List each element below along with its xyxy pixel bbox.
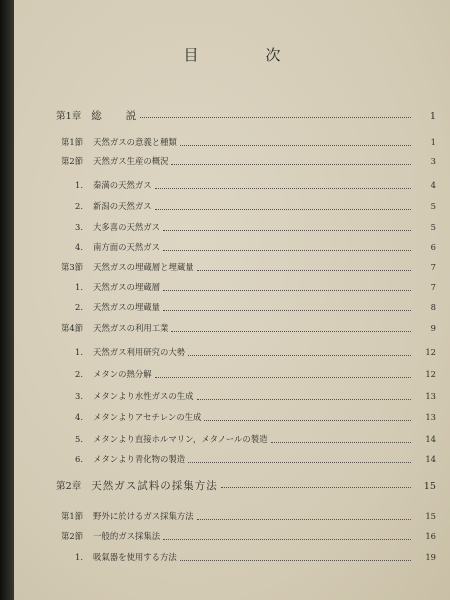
toc-number: 第1節 (61, 511, 84, 521)
toc-number: 第3節 (61, 262, 84, 272)
toc-title: メタンよりアセチレンの生成 (93, 412, 202, 422)
toc-leader-dots (155, 187, 411, 189)
toc-entry-section (14, 261, 450, 277)
toc-leader-dots (163, 289, 411, 291)
toc-leader-dots (197, 269, 411, 271)
toc-leader-dots (197, 518, 411, 520)
toc-entry-section (14, 136, 450, 152)
toc-entry-item (14, 411, 450, 427)
toc-entry-item (14, 368, 450, 384)
toc-title: 天然ガス試料の採集方法 (91, 480, 218, 492)
book-spine-shadow (0, 0, 14, 600)
toc-leader-dots (188, 461, 411, 463)
toc-page-number: 1 (430, 137, 436, 147)
toc-page-number: 16 (425, 531, 436, 541)
toc-number: 1. (75, 282, 83, 292)
toc-entry-item (14, 241, 450, 257)
toc-entry-item (14, 200, 450, 216)
toc-title: 吸氣器を使用する方法 (93, 552, 177, 562)
toc-page-number: 7 (430, 262, 436, 272)
toc-page-number: 8 (430, 302, 436, 312)
toc-page-number: 7 (430, 282, 436, 292)
toc-leader-dots (163, 309, 411, 311)
toc-leader-dots (204, 419, 411, 421)
toc-leader-dots (171, 330, 411, 332)
toc-page-number: 5 (430, 222, 436, 232)
toc-title: 天然ガス生産の概況 (93, 156, 169, 166)
toc-page-number: 12 (425, 369, 436, 379)
book-page (14, 0, 450, 600)
toc-number: 1. (75, 180, 83, 190)
toc-entry-item (14, 433, 450, 449)
toc-entry-item (14, 221, 450, 237)
toc-number: 第2節 (61, 156, 84, 166)
toc-entry-item (14, 179, 450, 195)
toc-title: 天然ガスの意義と種類 (93, 137, 177, 147)
toc-number: 1. (75, 347, 83, 357)
toc-number: 第2節 (61, 531, 84, 541)
toc-number: 2. (75, 369, 83, 379)
toc-leader-dots (180, 144, 411, 146)
toc-page-number: 13 (425, 412, 436, 422)
toc-entry-item (14, 281, 450, 297)
toc-title: 秦満の天然ガス (93, 180, 152, 190)
toc-leader-dots (155, 376, 411, 378)
toc-entry-item (14, 346, 450, 362)
toc-entry-section (14, 510, 450, 526)
toc-leader-dots (271, 441, 411, 443)
toc-number: 3. (75, 222, 83, 232)
toc-page-number: 1 (429, 111, 436, 122)
toc-leader-dots (188, 354, 411, 356)
toc-leader-dots (140, 116, 411, 118)
toc-entry-section (14, 322, 450, 338)
toc-title: 新潟の天然ガス (93, 201, 152, 211)
toc-page-number: 13 (425, 391, 436, 401)
toc-number: 4. (75, 242, 83, 252)
toc-number: 第4節 (61, 323, 84, 333)
toc-number: 第1節 (61, 137, 84, 147)
toc-leader-dots (171, 163, 411, 165)
page-title: 目 次 (183, 46, 307, 64)
toc-entry-item (14, 390, 450, 406)
toc-number: 5. (75, 434, 83, 444)
toc-number: 3. (75, 391, 83, 401)
toc-title: 一般的ガス採集法 (93, 531, 161, 541)
toc-title: メタンより青化物の製造 (93, 454, 186, 464)
toc-number: 第1章 (56, 111, 82, 122)
toc-number: 4. (75, 412, 83, 422)
toc-title: メタンより水性ガスの生成 (93, 391, 194, 401)
toc-entry-section (14, 155, 450, 171)
toc-page-number: 9 (430, 323, 436, 333)
toc-title: 大多喜の天然ガス (93, 222, 160, 232)
toc-title: 総 説 (91, 110, 138, 122)
toc-number: 1. (75, 552, 83, 562)
toc-entry-item (14, 453, 450, 469)
toc-page-number: 5 (430, 201, 436, 211)
toc-title: 野外に於けるガス採集方法 (93, 511, 194, 521)
toc-title: 天然ガス利用研究の大勢 (93, 347, 186, 357)
toc-page-number: 14 (425, 454, 436, 464)
toc-number: 2. (75, 201, 83, 211)
toc-page-number: 15 (423, 481, 436, 492)
toc-title: 天然ガスの埋蔵層と埋蔵量 (93, 262, 194, 272)
toc-leader-dots (197, 398, 412, 400)
toc-leader-dots (163, 538, 411, 540)
toc-leader-dots (163, 249, 411, 251)
toc-title: 天然ガスの埋蔵量 (93, 302, 160, 312)
toc-leader-dots (180, 559, 411, 561)
toc-leader-dots (163, 229, 411, 231)
toc-page-number: 12 (425, 347, 436, 357)
toc-entry-chapter (14, 478, 450, 494)
toc-leader-dots (221, 486, 411, 488)
toc-entry-item (14, 301, 450, 317)
toc-page-number: 14 (425, 434, 436, 444)
toc-entry-item (14, 551, 450, 567)
toc-title: メタンより直接ホルマリン，メタノールの製造 (93, 434, 268, 444)
toc-entry-chapter (14, 108, 450, 124)
toc-page-number: 3 (430, 156, 436, 166)
toc-title: 南方面の天然ガス (93, 242, 160, 252)
toc-entry-section (14, 530, 450, 546)
toc-page-number: 4 (430, 180, 436, 190)
toc-title: 天然ガスの利用工業 (93, 323, 169, 333)
toc-page-number: 19 (425, 552, 436, 562)
toc-number: 第2章 (56, 481, 82, 492)
toc-title: 天然ガスの埋蔵層 (93, 282, 160, 292)
toc-number: 6. (75, 454, 83, 464)
toc-page-number: 6 (430, 242, 436, 252)
toc-leader-dots (155, 208, 411, 210)
toc-number: 2. (75, 302, 83, 312)
toc-title: メタンの熱分解 (93, 369, 152, 379)
toc-page-number: 15 (425, 511, 436, 521)
